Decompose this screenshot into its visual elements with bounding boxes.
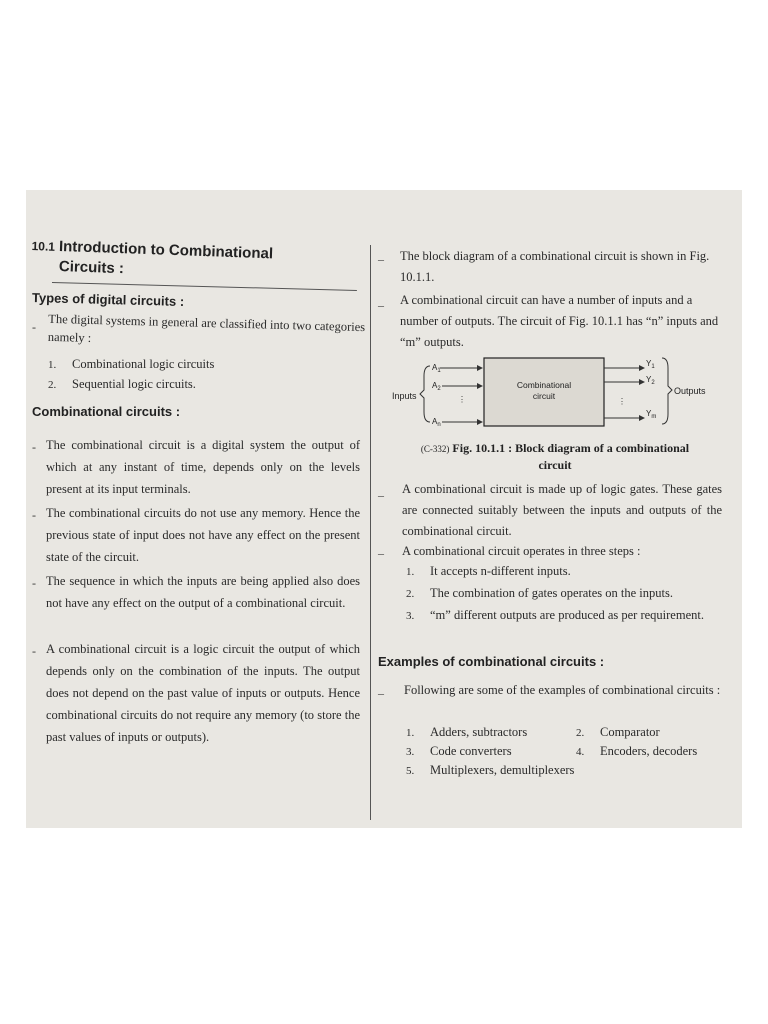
section-number: 10.1 [31, 238, 56, 254]
outputs-brace [662, 358, 672, 424]
list-item: 2. Sequential logic circuits. [48, 377, 196, 391]
bullet-dash: - [32, 320, 36, 334]
step-item: 1. It accepts n-different inputs. [406, 564, 571, 578]
section-title [31, 236, 362, 286]
inputs-label: Inputs [392, 391, 417, 401]
caption-line2: circuit [538, 458, 572, 472]
example-item: 3. Code converters [406, 744, 512, 758]
caption-line1: Fig. 10.1.1 : Block diagram of a combinational [452, 441, 690, 455]
example-item: 1. Adders, subtractors [406, 725, 528, 739]
comb-point-2: The combinational circuits do not use any memory. Hence the previous state of input does not have any effect on the present state of the circuit. [46, 506, 360, 564]
example-item: 5. Multiplexers, demultiplexers [406, 763, 575, 777]
types-intro: The digital systems in general are classified into two categories namely : [47, 311, 366, 345]
box-label-line1: Combinational [516, 380, 572, 390]
intro-point-2: A combinational circuit can have a number of inputs and a number of outputs. The circuit of Fig. 10.1.1 has “n” inputs and “m” outputs. [400, 293, 719, 349]
input-a2-label: $A_2$ [432, 381, 441, 392]
bullet-dash: – [378, 298, 384, 312]
bullet-dash: - [32, 576, 36, 590]
intro-point-1: The block diagram of a combinational circuit is shown in Fig. 10.1.1. [400, 249, 710, 284]
input-a1-label: $A_1$ [432, 363, 441, 374]
bullet-dash: – [378, 488, 384, 502]
output-ym-label: $Y_m$ [646, 409, 657, 420]
caption-code: (C-332) [420, 444, 450, 454]
bullet-dash: – [378, 686, 384, 700]
block-diagram [392, 352, 712, 432]
bullet-dash: - [32, 508, 36, 522]
outputs-label: Outputs [674, 386, 706, 396]
example-item: 2. Comparator [576, 725, 660, 739]
comb-point-1: The combinational circuit is a digital system the output of which at any instant of time, depends only on the levels present at its input terminals. [46, 438, 360, 496]
examples-heading: Examples of combinational circuits : [378, 654, 605, 669]
point-three-steps: A combinational circuit operates in three steps : [402, 544, 641, 558]
output-ellipsis: ⋮ [618, 397, 626, 406]
step-item: 3. “m” different outputs are produced as per requirement. [406, 608, 704, 622]
output-y2-label: $Y_2$ [646, 375, 655, 386]
bullet-dash: - [32, 644, 36, 658]
textbook-page [26, 190, 742, 828]
types-heading: Types of digital circuits : [31, 290, 185, 309]
bullet-dash: – [378, 546, 384, 560]
comb-point-3: The sequence in which the inputs are being applied also does not have any effect on the output of a combinational circuit. [46, 574, 360, 610]
point-logic-gates: A combinational circuit is made up of logic gates. These gates are connected suitably between the inputs and outputs of the combinational circuit. [402, 482, 722, 538]
examples-intro: Following are some of the examples of combinational circuits : [404, 683, 721, 697]
output-y1-label: $Y_1$ [646, 359, 655, 370]
comb-point-4: A combinational circuit is a logic circuit the output of which depends only on the combination of the inputs. The output does not depend on the past value of inputs or outputs. Hence combinational circuits do not require any memory (to store the past values of inputs or outputs). [46, 642, 360, 744]
inputs-brace [420, 366, 430, 422]
section-title-line2: Circuits : [58, 257, 125, 278]
bullet-dash: - [32, 440, 36, 454]
figure-caption [390, 440, 720, 473]
column-divider [370, 245, 371, 820]
list-item: 1. Combinational logic circuits [48, 357, 215, 371]
input-an-label: $A_n$ [432, 417, 441, 428]
input-ellipsis: ⋮ [458, 395, 466, 404]
bullet-dash: – [378, 252, 384, 266]
combinational-heading: Combinational circuits : [32, 404, 181, 419]
step-item: 2. The combination of gates operates on the inputs. [406, 586, 673, 600]
box-label-line2: circuit [532, 391, 556, 401]
section-title-line1: Introduction to Combinational [58, 237, 274, 263]
example-item: 4. Encoders, decoders [576, 744, 698, 758]
